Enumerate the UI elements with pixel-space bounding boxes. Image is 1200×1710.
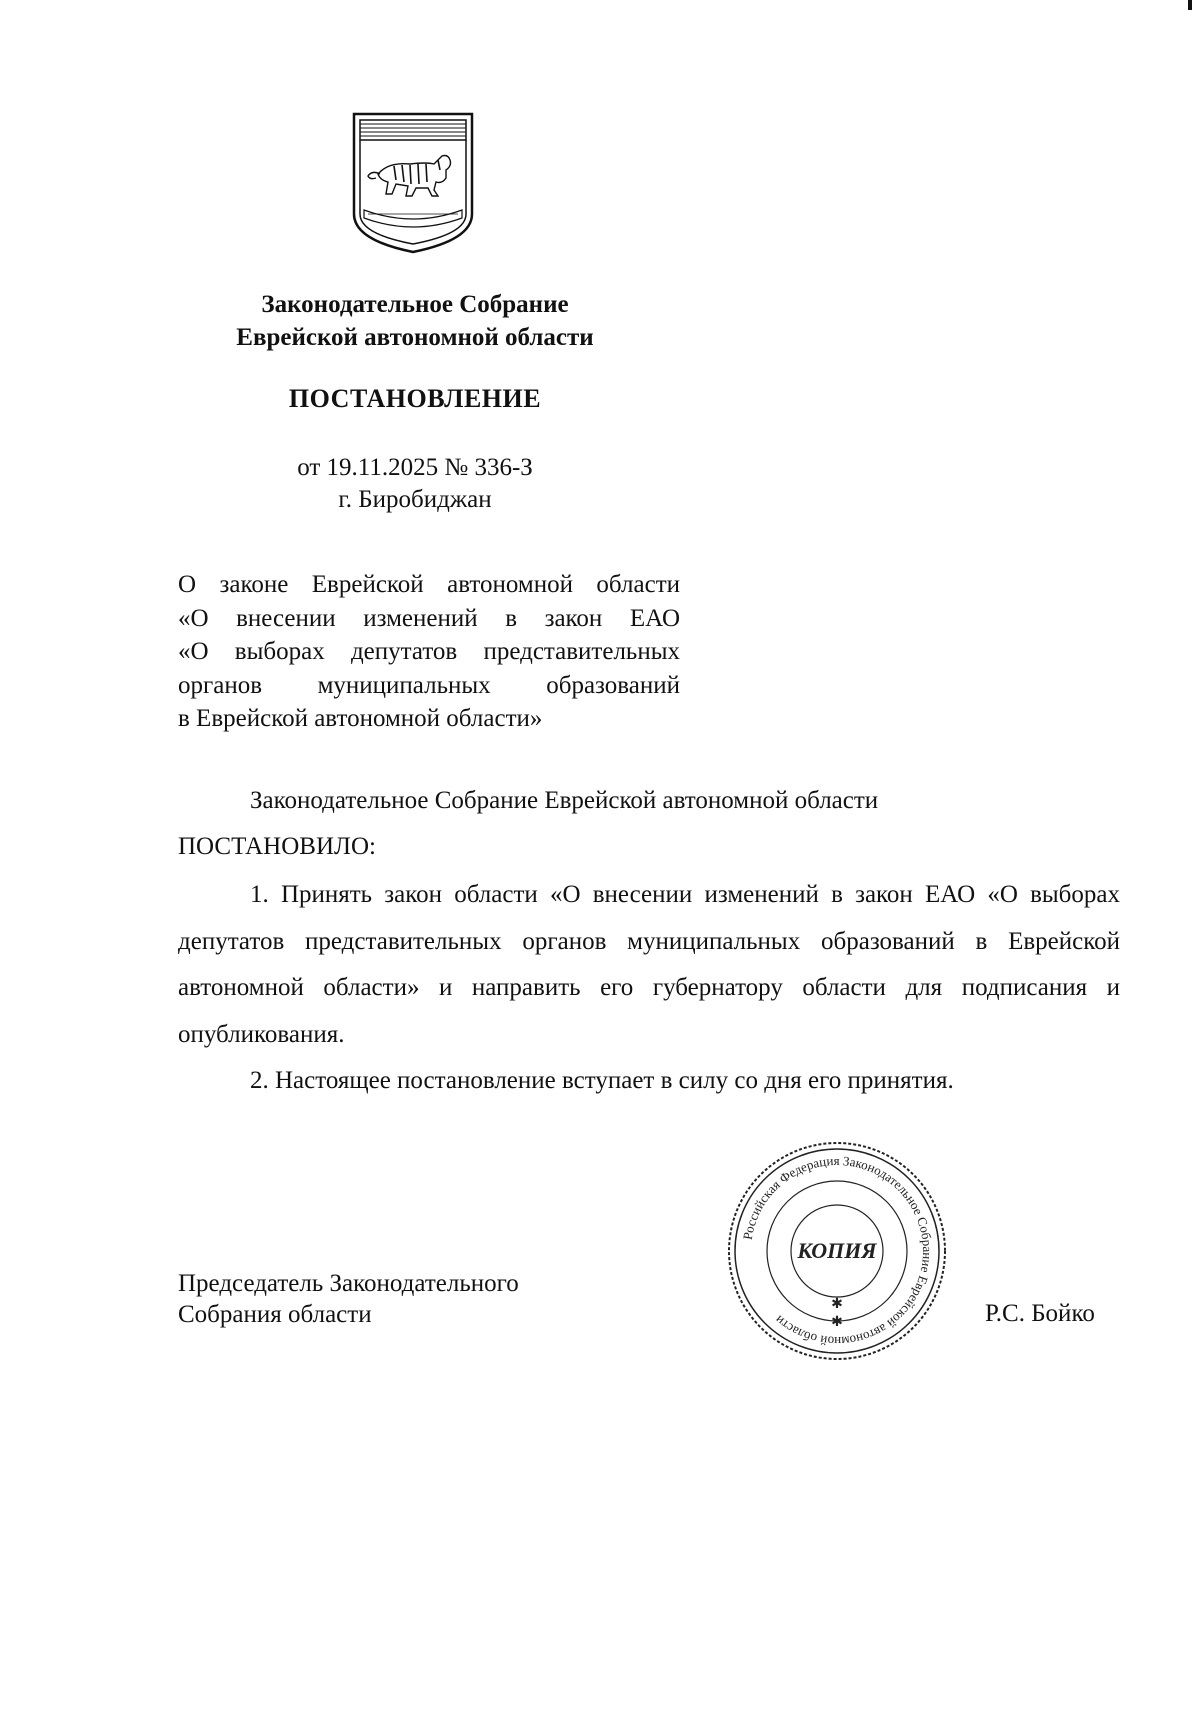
- organization-name: [190, 288, 640, 354]
- body-paragraph-1: 1. Принять закон области «О внесении изменений в закон ЕАО «О выборах депутатов представительных органов муниципальных образований в Еврейской автономной области» и направить его губернатору области для подписания и опубликования.: [178, 881, 1120, 1048]
- document-city: г. Биробиджан: [338, 486, 492, 513]
- signer-position: [178, 1268, 598, 1330]
- subject-line: «О внесении изменений в закон ЕАО: [178, 604, 680, 632]
- preamble-line: Законодательное Собрание Еврейской автономной области: [250, 787, 879, 814]
- coat-of-arms-tiger-icon: [350, 110, 476, 256]
- preamble: [178, 778, 1120, 870]
- scan-edge-mark: [1188, 0, 1192, 10]
- body-paragraph-2: 2. Настоящее постановление вступает в силу со дня его принятия.: [250, 1067, 954, 1094]
- official-seal-stamp: [722, 1136, 952, 1366]
- seal-star-icon: ✱: [831, 1315, 843, 1330]
- document-date-number: от 19.11.2025 № 336-З: [297, 454, 533, 481]
- signer-position-line2: Собрания области: [178, 1301, 372, 1328]
- document-type-title: ПОСТАНОВЛЕНИЕ: [288, 384, 542, 413]
- document-body: [178, 872, 1120, 1105]
- document-subject: [178, 568, 680, 736]
- subject-line: органов муниципальных образований: [178, 671, 680, 699]
- signer-position-line1: Председатель Законодательного: [178, 1270, 519, 1297]
- subject-line: О законе Еврейской автономной области: [178, 571, 680, 598]
- organization-name-line1: Законодательное Собрание: [261, 291, 569, 318]
- seal-star-icon: ✱: [831, 1297, 843, 1312]
- organization-name-line2: Еврейской автономной области: [236, 324, 594, 351]
- resolved-heading: ПОСТАНОВИЛО:: [178, 833, 376, 860]
- document-date-block: [190, 452, 640, 516]
- seal-center-text: КОПИЯ: [797, 1238, 877, 1263]
- subject-line: «О выборах депутатов представительных: [178, 638, 680, 665]
- signer-name: Р.С. Бойко: [985, 1300, 1095, 1327]
- seal-ring-text: Российская Федерация Законодательное Собрание Еврейской автономной области: [739, 1152, 936, 1350]
- subject-line: в Еврейской автономной области»: [178, 705, 543, 732]
